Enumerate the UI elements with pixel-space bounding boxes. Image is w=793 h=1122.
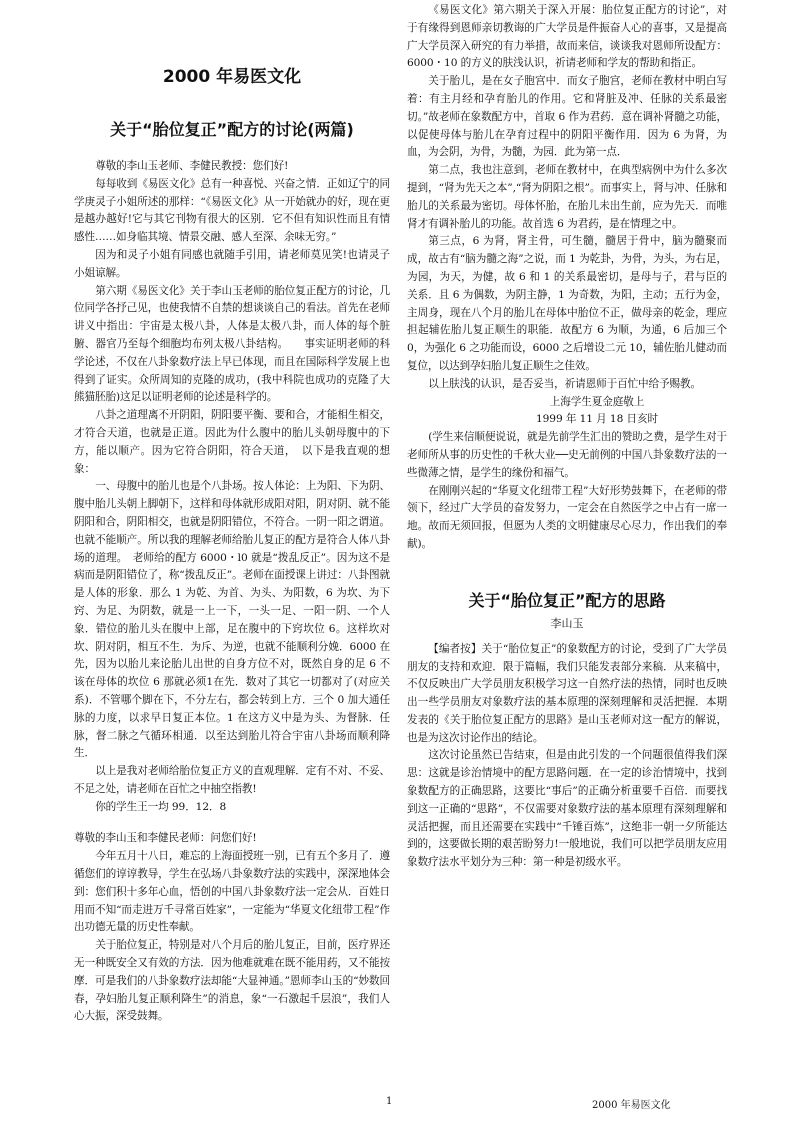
article-paragraph: 这次讨论虽然已告结束，但是由此引发的一个问题很值得我们深思：这就是诊治情境中的配方思路问题．在一定的诊治情境中，找到象数配方的正确思路，这要比“事后”的正确分析重要千百倍．而要找到这一正确的“思路”，不仅需要对象数疗法的基本原理有深刻理解和灵活把握，而且还需要在实践中“千锤百炼”，这绝非一朝一夕所能达到的，这要做长期的艰苦盼努力!一般地说，我们可以把学员朋友应用象数疗法水平划分为三种：第一种是初级水平。 bbox=[407, 749, 727, 869]
letter1-signature: 你的学生王一均 99．12．8 bbox=[95, 800, 227, 813]
right-column bbox=[407, 0, 727, 872]
page-number: 1 bbox=[386, 1096, 393, 1107]
letter1-paragraph: 八卦之道理离不开阴阳，阴阳要平衡、要和合，才能相生相交，才符合天道，也就是正道。因此为什么腹中的胎儿头朝母腹中的下方，能以顺产。因为它符合阴阳，符合天道， 以下是我直观的想象： bbox=[74, 409, 390, 475]
left-column bbox=[74, 0, 390, 1026]
letter2-paragraph: 关于胎位复正，特别是对八个月后的胎儿复正，目前，医疗界还无一种既安全又有效的方法．因为他难就难在既不能用药，又不能按摩．可是我们的八卦象数疗法却能“大显神通。”恩师李山玉的“妙数回春，孕妇胎儿复正顺利降生”的消息，象“一石激起千层浪”，我们人心大振，深受鼓舞。 bbox=[74, 939, 390, 1023]
letter2-paragraph: 第二点，我也注意到，老师在教材中，在典型病例中为什么多次提到，“肾为先天之本”,“肾为阴阳之根”。而事实上，肾与冲、任脉和胎儿的关系最为密切。母体怀胎，在胎儿未出生前，应为先天．而唯肾才有调补胎儿的功能。故首选 6 为君药，是在情理之中。 bbox=[407, 164, 727, 230]
footer-mark: 2000 年易医文化 bbox=[592, 1100, 671, 1111]
letter1-paragraph: 第六期《易医文化》关于李山玉老师的胎位复正配方的讨论，几位同学各抒己见，也使我情不自禁的想谈谈自己的看法。首先在老师讲义中指出：宇宙是太极八卦，人体是太极八卦，而人体的每个脏腑、器官乃至每个细胞均布列太极八卦结构。 事实证明老师的科学论述，不仅在八卦象数疗法上早已体现，而且在国际科学发展上也得到了证实。众所周知的克隆的成功，(我中科院也成功的克隆了大熊猫胚胎)这足以证明老师的论述是科学的。 bbox=[74, 284, 390, 404]
editor-note: 【编者按】关于“胎位复正”的象数配方的讨论，受到了广大学员朋友的支持和欢迎．限于篇幅，我们只能发表部分来稿．从来稿中，不仅反映出广大学员朋友积极学习这一自然疗法的热情，同时也反映出一些学员朋友对象数疗法的基本原理的深刻理解和灵活把握．本期发表的《关于胎位复正配方的思路》是山玉老师对这一配方的解说，也是为这次讨论作出的结论。 bbox=[407, 642, 727, 744]
letter2-salutation: 尊敬的李山玉和李健民老师：问您们好! bbox=[74, 832, 257, 845]
letter1-paragraph: 每每收到《易医文化》总有一种喜悦、兴奋之情．正如辽宁的同学庚灵子小姐所述的那样：“《易医文化》从一开始就办的好，现在更是越办越好!它与其它刊物有很大的区别．它不但有知识性而且有情感性……如身临其境、情景交融、感人至深、余味无穷。” bbox=[74, 177, 390, 244]
letter2-paragraph: 第三点，6 为肾，肾主骨，可生髓，髓居于骨中，脑为髓聚而成，故古有“脑为髓之海”之说，而 1 为乾卦，为骨，为头，为右足，为园，为天，为健，故 6 和 1 的关系最密切，是母与子，君与臣的关系．且 6 为偶数，为阴主静，1 为奇数，为阳，主动；五行为金，主周身，现在八个月的胎儿在母体中胎位不正，做母亲的乾金，理应担起辅佐胎儿复正顺生的职能．故配方 6 为顺，为通，6 后加三个 0，为强化 6 之功能而设，6000 之后增设二元 10，辅佐胎儿健动而复位，以达到孕妇胎儿复正顺生之佳效。 bbox=[407, 235, 727, 372]
letter2-signature: 上海学生夏金庭敬上 bbox=[549, 395, 645, 408]
letter2-paragraph: (学生来信顺便说说，就是先前学生汇出的赞助之费，是学生对于老师所从事的历史性的千秋大业──史无前例的中国八卦象数疗法的一些微薄之情，是学生的缘份和福气。 bbox=[407, 431, 727, 479]
letter2-paragraph: 以上肤浅的认识，是否妥当，祈请恩师于百忙中给予赐教。 bbox=[428, 377, 702, 390]
letter2-paragraph: 在刚刚兴起的“华夏文化纽带工程”大好形势鼓舞下，在老师的带领下，经过广大学员的奋发努力，一定会在自然医学之中占有一席一地。故而无须回报，但愿为人类的文明健康尽心尽力，作出我们的奉献)。 bbox=[407, 484, 727, 550]
section-title: 关于“胎位复正”配方的讨论(两篇) bbox=[110, 120, 354, 139]
letter1-paragraph: 一、母腹中的胎儿也是个八卦场。按人体论：上为阳、下为阴、腹中胎儿头朝上脚朝下，这样和母体就形成阳对阳，阴对阴、就不能阴阳和合，阴阳相交，也就是阴阳错位，不符合。一阴一阳之谓道。也就不能顺产。所以我的理解老师给胎儿复正的配方是符合人体八卦场的道理。 老师给的配方 6000・l0 就是“拨乱反正”。因为这不是病而是阴阳错位了，称“拨乱反正”。老师在面授课上讲过：八卦图就是人体的形象．那么 1 为乾、为首、为头、为阳数，6 为坎、为下窍、为足、为阴数，就是一上一下，一头一足、一阳一阴、一个人象．错位的胎儿头在腹中上部，足在腹中的下窍坎位 6。这样坎对坎、阴对阴，相互不生．为斥、为逆，也就不能顺利分娩．6000 在先，因为以胎儿来论胎儿出世的自身方位不对，既然自身的足 6 不该在母体的坎位 6 那就必须1在先．数对了其它一切都对了(对应关系)．不管哪个脚在下，不分左右，都会转到上方．三个 0 加大通任脉的力度，以求早日复正本位。1 在这方义中是为头、为督脉．任脉，督二脉之气循环相通．以至达到胎儿符合宇宙八卦场而顺利降生． bbox=[74, 480, 390, 760]
page-title: 2000 年易医文化 bbox=[162, 67, 302, 87]
article-author: 李山玉 bbox=[550, 616, 584, 630]
letter2-paragraph: 今年五月十八日，难忘的上海面授班一别，已有五个多月了．遵循您们的谆谆教导，学生在弘场八卦象数疗法的实践中，深深地体会到：您们积十多年心血，悟创的中国八卦象数疗法一定会从．百姓日用而不知“而走进万千寻常百姓家”，一定能为“华夏文化纽带工程”作出功德无量的历史性奉献。 bbox=[74, 850, 390, 934]
letter2-date: 1999 年 11 月 18 日亥时 bbox=[536, 413, 658, 426]
letter1-paragraph: 以上是我对老师给胎位复正方义的直观理解．定有不对、不妥、不足之处，请老师在百忙之中抽空指教! bbox=[74, 765, 390, 795]
letter2-paragraph: 《易医文化》第六期关于深入开展：胎位复正配方的讨论”，对于有缘得到恩师亲切教诲的广大学员是件振奋人心的喜事，又是提高广大学员深入研究的有力举措，故而来信，谈谈我对恩师所设配方：6000・10 的方义的肤浅认识，祈请老师和学友的帮助和指正。 bbox=[407, 4, 727, 70]
letter2-paragraph: 关于胎儿，是在女子胞宫中．而女子胞宫，老师在教材中明白写着：有主月经和孕育胎儿的作用。它和肾脏及冲、任脉的关系最密切。”故老师在象数配方中，首取 6 作为君药．意在调补肾髓之功能，以促使母体与胎儿在孕育过程中的阴阳平衡作用．因为 6 为肾，为血，为会阴，为骨，为髓，为园．此为第一点． bbox=[407, 75, 727, 159]
article-title: 关于“胎位复正”配方的思路 bbox=[468, 590, 666, 610]
letter1-salutation: 尊敬的李山玉老师、李健民教授：您们好! bbox=[95, 160, 289, 172]
letter1-paragraph: 因为和灵子小姐有同感也就随手引用，请老师莫见笑!也请灵子小姐谅解。 bbox=[74, 248, 390, 279]
